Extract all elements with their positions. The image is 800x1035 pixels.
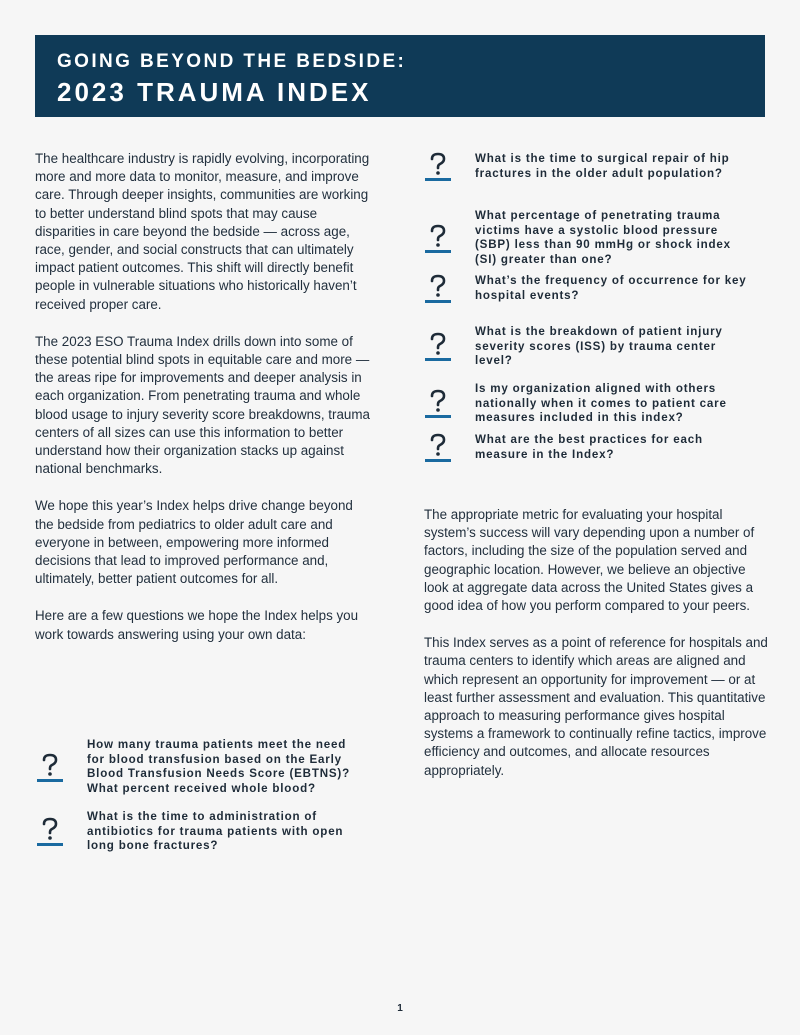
header-title-line1: GOING BEYOND THE BEDSIDE: bbox=[57, 51, 407, 72]
page-number: 1 bbox=[397, 1003, 403, 1014]
question-item bbox=[423, 209, 753, 267]
question-item bbox=[423, 433, 753, 462]
question-text: Is my organization aligned with others nationally when it comes to patient care measures included in this index? bbox=[475, 382, 727, 424]
question-item bbox=[35, 810, 365, 854]
question-mark-icon bbox=[423, 389, 453, 418]
question-mark-icon bbox=[35, 753, 65, 782]
left-column bbox=[35, 150, 375, 663]
page-header bbox=[35, 35, 765, 117]
question-mark-icon bbox=[423, 152, 453, 181]
question-text: What are the best practices for each measure in the Index? bbox=[475, 433, 703, 461]
question-text: What is the breakdown of patient injury severity scores (ISS) by trauma center level? bbox=[475, 325, 723, 367]
reference-paragraph: This Index serves as a point of reference for hospitals and trauma centers to identify which areas are aligned and which represent an opportunity for improvement — or at least further assessment and evaluation. This quantitative approach to measuring performance gives hospital systems a framework to continually refine tactics, improve efficiency and outcomes, and allocate resources appropriately. bbox=[424, 635, 768, 778]
question-mark-icon bbox=[423, 224, 453, 253]
header-title-line2: 2023 TRAUMA INDEX bbox=[57, 77, 372, 107]
question-text: What is the time to administration of antibiotics for trauma patients with open long bone fractures? bbox=[87, 810, 344, 852]
question-item bbox=[423, 274, 753, 303]
question-mark-icon bbox=[423, 274, 453, 303]
question-text: What’s the frequency of occurrence for key hospital events? bbox=[475, 274, 747, 302]
right-column-text bbox=[424, 506, 769, 799]
question-text: What percentage of penetrating trauma victims have a systolic blood pressure (SBP) less than 90 mmHg or shock index (SI) greater than one? bbox=[475, 209, 731, 266]
question-item bbox=[423, 382, 753, 426]
question-item bbox=[423, 325, 753, 369]
hope-paragraph: We hope this year’s Index helps drive change beyond the bedside from pediatrics to older adult care and everyone in between, empowering more informed decisions that lead to improved performance and, ultimately, better patient outcomes for all. bbox=[35, 498, 353, 587]
question-mark-icon bbox=[423, 332, 453, 361]
question-text: What is the time to surgical repair of hip fractures in the older adult population? bbox=[475, 152, 730, 180]
questions-intro-paragraph: Here are a few questions we hope the Index helps you work towards answering using your own data: bbox=[35, 608, 359, 642]
index-paragraph: The 2023 ESO Trauma Index drills down into some of these potential blind spots in equitable care and more — the areas ripe for improvements and deeper analysis in each organization. From penetrating trauma and whole blood usage to injury severity score breakdowns, trauma centers of all sizes can use this information to better understand how their organization stacks up against national benchmarks. bbox=[35, 333, 370, 477]
question-mark-icon bbox=[35, 817, 65, 846]
question-item bbox=[423, 152, 753, 181]
intro-paragraph: The healthcare industry is rapidly evolving, incorporating more and more data to monitor, measure, and improve care. Through deeper insights, communities are working to better understand blind spots that may cause disparities in care beyond the bedside — across age, race, gender, and social constructs that can ultimately impact patient outcomes. This shift will directly benefit people in vulnerable situations who historically haven’t received proper care. bbox=[35, 151, 370, 312]
metric-paragraph: The appropriate metric for evaluating your hospital system’s success will vary depending upon a number of factors, including the size of the population served and geographic location. However, we believe an objective look at aggregate data across the United States gives a good idea of how you perform compared to your peers. bbox=[424, 507, 755, 614]
question-text: How many trauma patients meet the need for blood transfusion based on the Early Blood Transfusion Needs Score (EBTNS)? What percent received whole blood? bbox=[87, 738, 350, 795]
question-mark-icon bbox=[423, 433, 453, 462]
question-item bbox=[35, 738, 365, 796]
